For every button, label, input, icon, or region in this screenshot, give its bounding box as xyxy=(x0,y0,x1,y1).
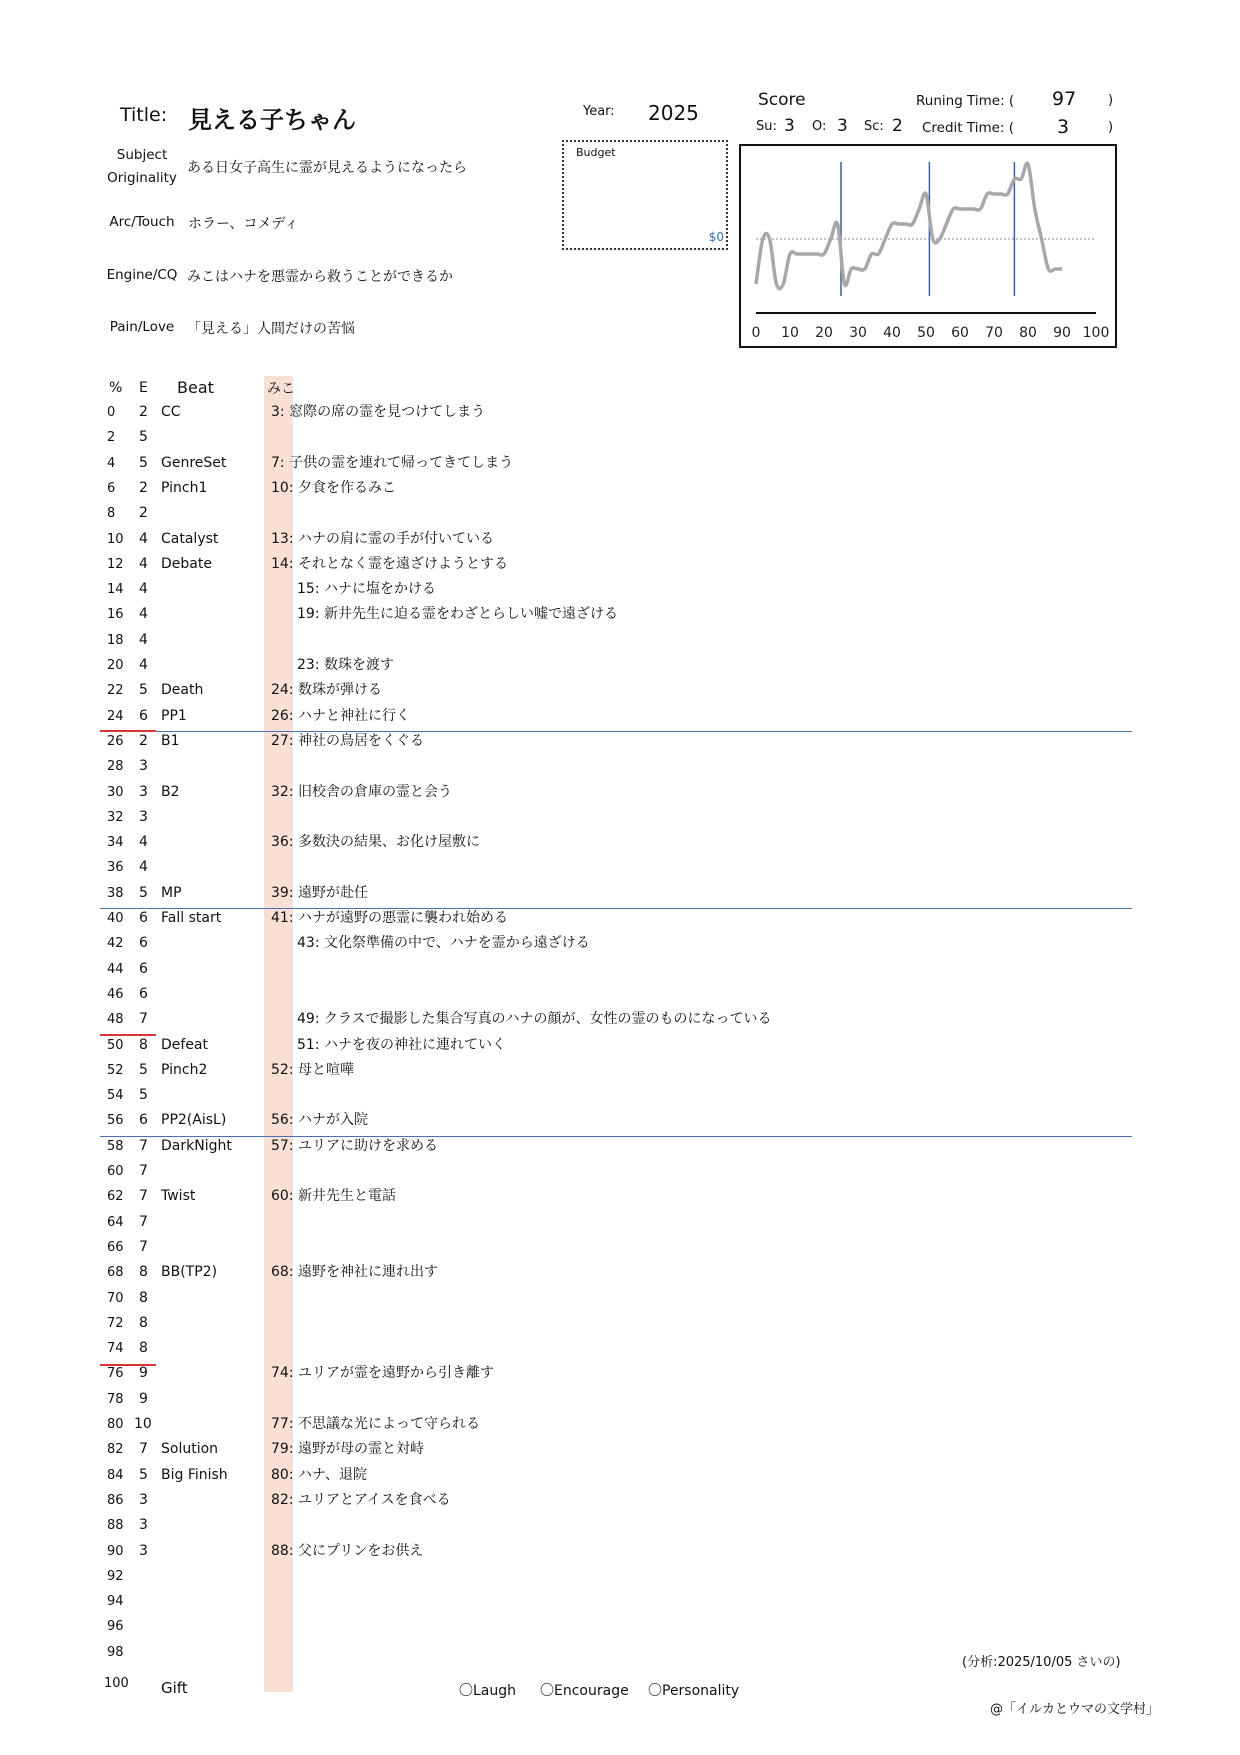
x-tick-label: 60 xyxy=(951,325,969,341)
row-pct: 8 xyxy=(107,506,116,522)
su-label: Su: xyxy=(756,119,777,134)
row-e: 9 xyxy=(139,1390,148,1407)
score-chart-svg xyxy=(741,146,1115,346)
row-event: 79: 遠野が母の霊と対峙 xyxy=(271,1441,424,1458)
table-row xyxy=(0,552,1240,577)
red-marker-3 xyxy=(100,1364,156,1366)
row-e: 5 xyxy=(139,682,148,699)
row-event: 43: 文化祭準備の中で、ハナを霊から遠ざける xyxy=(297,935,590,952)
su-value: 3 xyxy=(784,116,795,136)
table-row xyxy=(0,1184,1240,1209)
row-e: 5 xyxy=(139,884,148,901)
x-tick-label: 20 xyxy=(815,325,833,341)
row-beat: DarkNight xyxy=(161,1137,232,1154)
table-row xyxy=(0,754,1240,779)
row-beat: Pinch2 xyxy=(161,1061,208,1078)
row-beat: MP xyxy=(161,884,182,901)
row-pct: 92 xyxy=(107,1568,124,1584)
x-tick-label: 90 xyxy=(1053,325,1071,341)
row-pct: 2 xyxy=(107,430,116,446)
table-row xyxy=(0,1387,1240,1412)
row-pct: 98 xyxy=(107,1644,124,1660)
row-event: 60: 新井先生と電話 xyxy=(271,1188,396,1205)
row-pct: 44 xyxy=(107,961,124,977)
row-pct: 76 xyxy=(107,1366,124,1382)
table-row xyxy=(0,400,1240,425)
row-e: 5 xyxy=(139,429,148,446)
sc-label: Sc: xyxy=(864,119,884,134)
row-beat: Fall start xyxy=(161,910,222,926)
row-e: 9 xyxy=(139,1365,148,1382)
row-e: 7 xyxy=(139,1163,148,1179)
row-beat: Defeat xyxy=(161,1036,209,1053)
table-row xyxy=(0,476,1240,501)
row-beat: PP1 xyxy=(161,707,187,724)
encourage-option[interactable]: 〇Encourage xyxy=(540,1683,629,1699)
running-time-value: 97 xyxy=(1052,88,1077,110)
table-row xyxy=(0,1336,1240,1361)
table-row xyxy=(0,1564,1240,1589)
act-divider-1 xyxy=(104,731,1132,732)
row-e: 2 xyxy=(139,505,148,522)
row-e: 4 xyxy=(139,606,148,623)
row-e: 5 xyxy=(139,454,148,471)
row-event: 77: 不思議な光によって守られる xyxy=(271,1416,480,1432)
row-pct: 40 xyxy=(107,911,124,926)
arc-value: ホラー、コメディ xyxy=(188,216,299,232)
table-row xyxy=(0,982,1240,1007)
row-event: 13: ハナの肩に霊の手が付いている xyxy=(271,530,494,547)
red-marker-2 xyxy=(100,1034,156,1036)
row-pct: 66 xyxy=(107,1239,124,1255)
row-e: 7 xyxy=(139,1213,148,1230)
x-tick-label: 40 xyxy=(883,325,901,341)
row-event: 19: 新井先生に迫る霊をわざとらしい嘘で遠ざける xyxy=(297,606,618,623)
row-event: 52: 母と喧嘩 xyxy=(271,1061,354,1078)
gift-label: Gift xyxy=(161,1679,188,1697)
row-e: 3 xyxy=(139,758,148,775)
row-e: 6 xyxy=(139,935,148,952)
engine-value: みこはハナを悪霊から救うことができるか xyxy=(187,269,453,285)
row-pct: 0 xyxy=(107,405,116,420)
table-row xyxy=(0,805,1240,830)
row-e: 8 xyxy=(139,1264,148,1281)
row-e: 2 xyxy=(139,404,148,420)
table-row xyxy=(0,1210,1240,1235)
title-label: Title: xyxy=(120,104,168,126)
arc-label: Arc/Touch xyxy=(109,214,175,230)
row-pct: 80 xyxy=(107,1417,124,1432)
pct-header: % xyxy=(109,380,123,396)
row-event: 24: 数珠が弾ける xyxy=(271,682,382,699)
row-pct: 10 xyxy=(107,531,124,547)
row-e: 6 xyxy=(139,1112,148,1129)
e-header: E xyxy=(139,380,148,396)
row-pct: 72 xyxy=(107,1315,124,1331)
row-pct: 52 xyxy=(107,1062,124,1078)
table-row xyxy=(0,1513,1240,1538)
row-pct: 84 xyxy=(107,1467,124,1483)
x-tick-label: 100 xyxy=(1082,325,1110,341)
row-pct: 30 xyxy=(107,784,124,800)
row-pct: 86 xyxy=(107,1492,124,1508)
row-event: 14: それとなく霊を遠ざけようとする xyxy=(271,555,508,572)
row-event: 80: ハナ、退院 xyxy=(271,1466,368,1483)
row-e: 6 xyxy=(139,985,148,1002)
pain-value: 「見える」人間だけの苦悩 xyxy=(187,321,355,337)
row-event: 56: ハナが入院 xyxy=(271,1112,368,1129)
row-beat: B2 xyxy=(161,783,180,800)
table-row xyxy=(0,628,1240,653)
row-pct: 14 xyxy=(107,582,124,598)
series-line-e xyxy=(756,163,1062,289)
row-event: 57: ユリアに助けを求める xyxy=(271,1137,438,1154)
row-e: 7 xyxy=(139,1137,148,1154)
table-row xyxy=(0,1159,1240,1184)
row-event: 41: ハナが遠野の悪霊に襲われ始める xyxy=(271,910,508,926)
row-pct: 46 xyxy=(107,986,124,1002)
table-row xyxy=(0,1539,1240,1564)
row-e: 4 xyxy=(139,834,148,851)
table-row xyxy=(0,1134,1240,1159)
row-pct: 64 xyxy=(107,1214,124,1230)
row-e: 3 xyxy=(139,783,148,800)
row-pct: 96 xyxy=(107,1619,124,1635)
row-pct: 12 xyxy=(107,556,124,572)
table-row xyxy=(0,704,1240,729)
table-row xyxy=(0,729,1240,754)
table-row xyxy=(0,451,1240,476)
row-pct: 62 xyxy=(107,1189,124,1205)
engine-label: Engine/CQ xyxy=(106,267,178,283)
row-pct: 48 xyxy=(107,1012,124,1028)
row-pct: 24 xyxy=(107,708,124,724)
row-beat: Big Finish xyxy=(161,1466,228,1483)
row-e: 6 xyxy=(139,910,148,926)
credit-time-label: Credit Time: ( xyxy=(922,120,1015,136)
row-e: 7 xyxy=(139,1188,148,1205)
row-event: 36: 多数決の結果、お化け屋敷に xyxy=(271,834,480,851)
row-e: 8 xyxy=(139,1289,148,1306)
row-e: 4 xyxy=(139,555,148,572)
budget-value: $0 xyxy=(708,230,724,244)
table-row xyxy=(0,1286,1240,1311)
row-beat: B1 xyxy=(161,732,180,749)
row-event: 3: 窓際の席の霊を見つけてしまう xyxy=(271,404,486,420)
row-e: 2 xyxy=(139,479,148,496)
row-e: 8 xyxy=(139,1340,148,1357)
row-pct: 90 xyxy=(107,1543,124,1559)
row-e: 4 xyxy=(139,657,148,673)
row-beat: Death xyxy=(161,682,204,699)
table-row xyxy=(0,1589,1240,1614)
row-pct: 60 xyxy=(107,1164,124,1179)
budget-box xyxy=(562,140,728,250)
x-tick-label: 10 xyxy=(781,325,799,341)
x-tick-label: 50 xyxy=(917,325,935,341)
table-row xyxy=(0,527,1240,552)
row-beat: PP2(AisL) xyxy=(161,1112,227,1129)
table-row xyxy=(0,1437,1240,1462)
row-e: 6 xyxy=(139,960,148,977)
table-row xyxy=(0,957,1240,982)
credit-time-close: ) xyxy=(1108,120,1114,135)
table-row xyxy=(0,1108,1240,1133)
row-e: 3 xyxy=(139,1491,148,1508)
table-row xyxy=(0,906,1240,931)
budget-label: Budget xyxy=(576,146,616,159)
row-e: 7 xyxy=(139,1441,148,1458)
row-pct: 42 xyxy=(107,936,124,952)
act-divider-2 xyxy=(100,908,1132,909)
row-pct: 94 xyxy=(107,1594,124,1610)
sc-value: 2 xyxy=(892,116,903,136)
table-row xyxy=(0,931,1240,956)
row-beat: BB(TP2) xyxy=(161,1264,218,1281)
row-e: 5 xyxy=(139,1466,148,1483)
subject-label-line2: Originality xyxy=(107,170,177,186)
row-pct: 36 xyxy=(107,860,124,876)
row-event: 7: 子供の霊を連れて帰ってきてしまう xyxy=(271,454,514,471)
row-beat: Debate xyxy=(161,555,212,572)
row-event: 15: ハナに塩をかける xyxy=(297,581,436,598)
row-e: 4 xyxy=(139,530,148,547)
red-marker-1 xyxy=(100,730,156,732)
score-chart xyxy=(739,144,1117,348)
row-e: 5 xyxy=(139,1061,148,1078)
row-event: 10: 夕食を作るみこ xyxy=(271,479,396,496)
row-event: 88: 父にプリンをお供え xyxy=(271,1542,424,1559)
table-row xyxy=(0,1463,1240,1488)
table-row xyxy=(0,1007,1240,1032)
row-event: 27: 神社の鳥居をくぐる xyxy=(271,732,424,749)
row-e: 5 xyxy=(139,1087,148,1104)
row-pct: 58 xyxy=(107,1138,124,1154)
table-row xyxy=(0,501,1240,526)
row-pct: 26 xyxy=(107,733,124,749)
row-event: 49: クラスで撮影した集合写真のハナの顔が、女性の霊のものになっている xyxy=(297,1011,772,1028)
pct-100: 100 xyxy=(104,1676,129,1691)
character-header: みこ xyxy=(267,381,295,397)
table-row xyxy=(0,1311,1240,1336)
row-event: 39: 遠野が赴任 xyxy=(271,884,368,901)
o-value: 3 xyxy=(837,116,848,136)
subject-label-line1: Subject xyxy=(116,147,168,163)
row-e: 6 xyxy=(139,707,148,724)
table-row xyxy=(0,855,1240,880)
row-beat: Pinch1 xyxy=(161,479,208,496)
row-pct: 50 xyxy=(107,1037,124,1053)
row-e: 4 xyxy=(139,859,148,876)
row-event: 51: ハナを夜の神社に連れていく xyxy=(297,1036,506,1053)
row-e: 3 xyxy=(139,1542,148,1559)
row-e: 7 xyxy=(139,1011,148,1028)
row-pct: 74 xyxy=(107,1341,124,1357)
table-row xyxy=(0,881,1240,906)
score-label: Score xyxy=(758,90,806,110)
row-beat: Twist xyxy=(161,1188,196,1205)
row-event: 23: 数珠を渡す xyxy=(297,657,394,673)
table-row xyxy=(0,1260,1240,1285)
row-pct: 18 xyxy=(107,632,124,648)
table-row xyxy=(0,425,1240,450)
table-row xyxy=(0,1488,1240,1513)
row-e: 3 xyxy=(139,1517,148,1534)
act-divider-3 xyxy=(100,1136,1132,1137)
table-row xyxy=(0,678,1240,703)
row-pct: 78 xyxy=(107,1391,124,1407)
table-row xyxy=(0,1361,1240,1386)
row-event: 68: 遠野を神社に連れ出す xyxy=(271,1264,438,1281)
row-pct: 20 xyxy=(107,658,124,673)
row-pct: 4 xyxy=(107,455,116,471)
row-pct: 28 xyxy=(107,759,124,775)
beat-header: Beat xyxy=(177,378,214,397)
row-pct: 16 xyxy=(107,607,124,623)
row-e: 4 xyxy=(139,581,148,598)
row-e: 2 xyxy=(139,732,148,749)
row-beat: Solution xyxy=(161,1441,219,1458)
table-row xyxy=(0,1614,1240,1639)
row-event: 32: 旧校舎の倉庫の霊と会う xyxy=(271,783,452,800)
row-pct: 38 xyxy=(107,885,124,901)
row-e: 3 xyxy=(139,808,148,825)
table-row xyxy=(0,1083,1240,1108)
subject-value: ある日女子高生に霊が見えるようになったら xyxy=(187,160,467,176)
row-pct: 70 xyxy=(107,1290,124,1306)
row-beat: Catalyst xyxy=(161,530,219,547)
x-tick-label: 30 xyxy=(849,325,867,341)
row-e: 7 xyxy=(139,1238,148,1255)
row-pct: 88 xyxy=(107,1518,124,1534)
analysis-note: (分析:2025/10/05 さいの) xyxy=(962,1655,1121,1670)
x-tick-label: 70 xyxy=(985,325,1003,341)
row-beat: CC xyxy=(161,404,181,420)
running-time-label: Runing Time: ( xyxy=(916,93,1015,109)
row-pct: 54 xyxy=(107,1088,124,1104)
row-e: 4 xyxy=(139,631,148,648)
table-row xyxy=(0,780,1240,805)
table-row xyxy=(0,830,1240,855)
credit-note: @「イルカとウマの文学村」 xyxy=(990,1702,1160,1717)
table-row xyxy=(0,653,1240,678)
table-row xyxy=(0,602,1240,627)
x-tick-label: 0 xyxy=(751,325,761,341)
row-pct: 6 xyxy=(107,480,116,496)
row-pct: 22 xyxy=(107,683,124,699)
personality-option[interactable]: 〇Personality xyxy=(648,1683,740,1699)
table-row xyxy=(0,1235,1240,1260)
pain-label: Pain/Love xyxy=(109,319,175,335)
row-e: 8 xyxy=(139,1036,148,1053)
year-label: Year: xyxy=(583,104,615,119)
row-event: 74: ユリアが霊を遠野から引き離す xyxy=(271,1365,494,1382)
row-event: 82: ユリアとアイスを食べる xyxy=(271,1491,451,1508)
table-row xyxy=(0,1412,1240,1437)
row-pct: 32 xyxy=(107,809,124,825)
o-label: O: xyxy=(812,119,827,134)
x-tick-label: 80 xyxy=(1019,325,1037,341)
row-pct: 82 xyxy=(107,1442,124,1458)
row-e: 10 xyxy=(134,1416,152,1432)
page-title: 見える子ちゃん xyxy=(188,106,356,134)
row-event: 26: ハナと神社に行く xyxy=(271,707,410,724)
table-row xyxy=(0,1033,1240,1058)
table-row xyxy=(0,1058,1240,1083)
subject-label xyxy=(104,144,180,190)
row-pct: 56 xyxy=(107,1113,124,1129)
row-pct: 68 xyxy=(107,1265,124,1281)
running-time-close: ) xyxy=(1108,93,1114,108)
laugh-option[interactable]: 〇Laugh xyxy=(459,1683,517,1699)
table-row xyxy=(0,577,1240,602)
row-pct: 34 xyxy=(107,835,124,851)
row-beat: GenreSet xyxy=(161,454,227,471)
year-value: 2025 xyxy=(648,101,699,125)
credit-time-value: 3 xyxy=(1057,116,1070,138)
row-e: 8 xyxy=(139,1314,148,1331)
